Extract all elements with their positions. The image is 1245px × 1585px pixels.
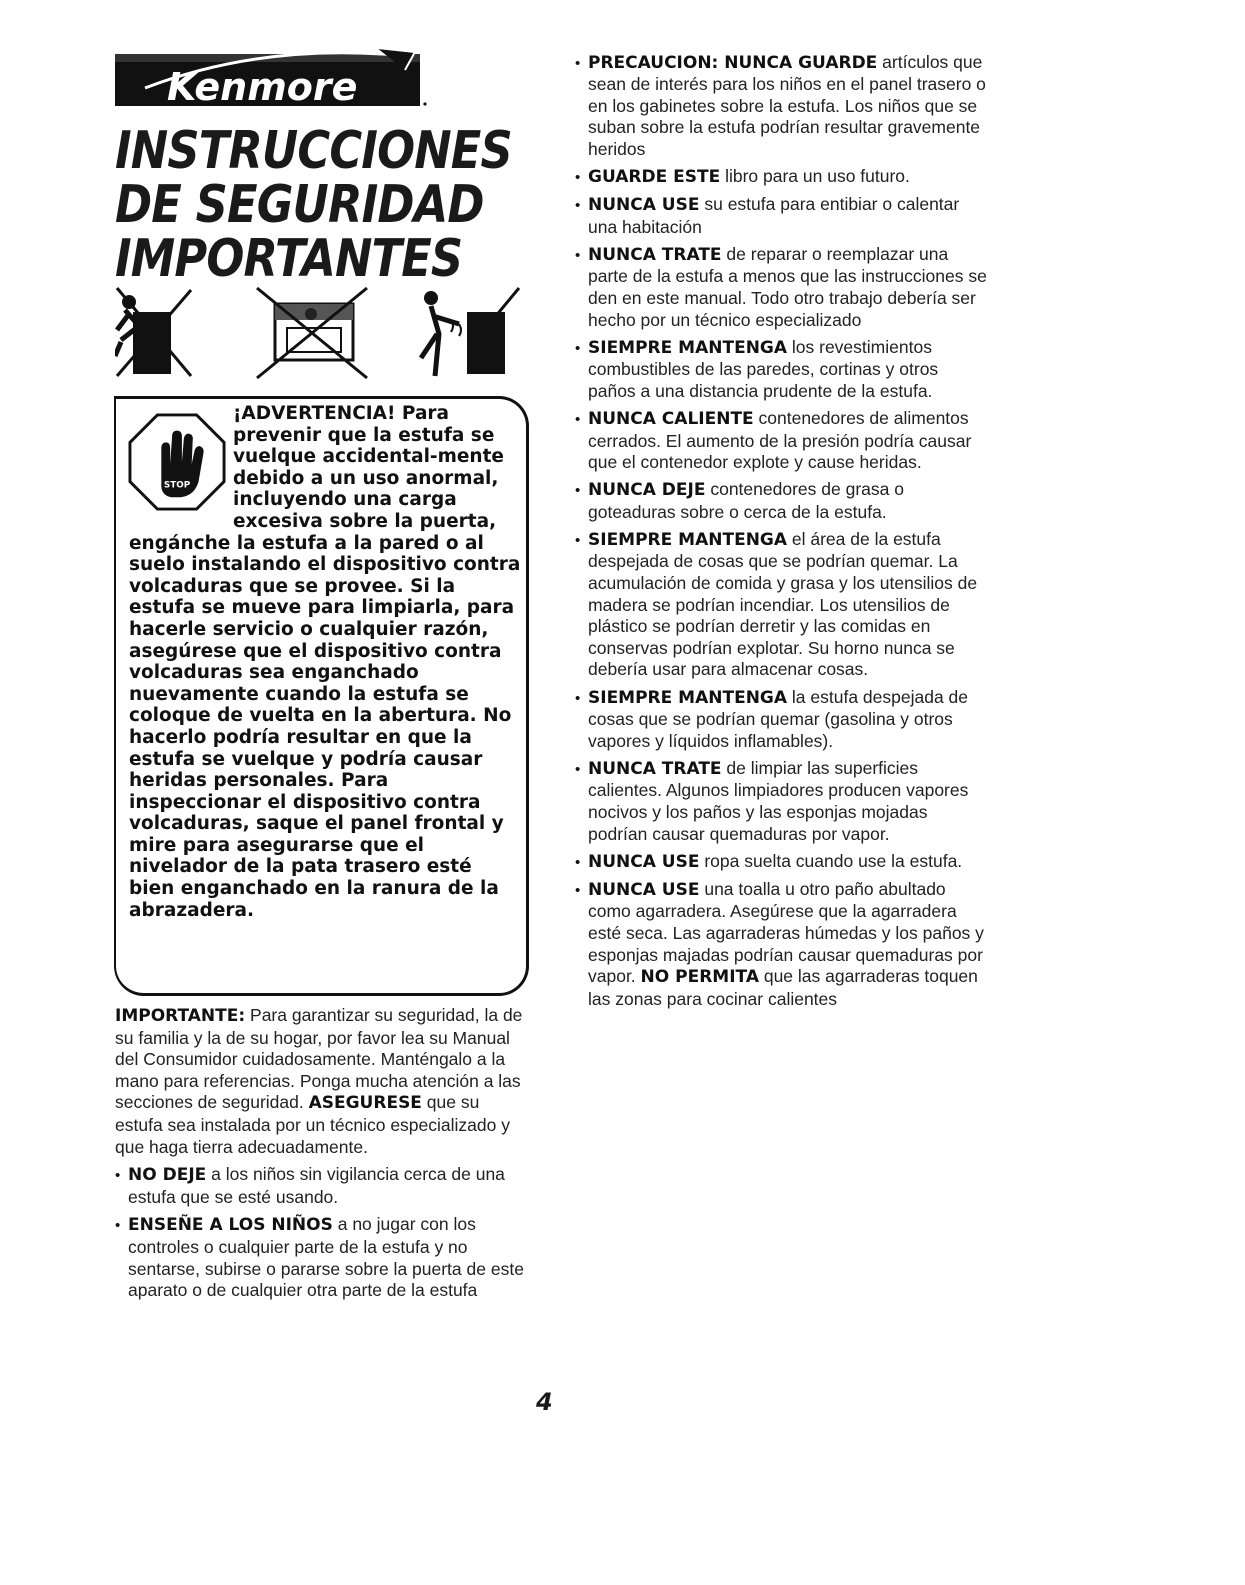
list-item: • NUNCA TRATE de reparar o reemplazar una parte de la estufa a menos que las instrucciones se den en este manual. Todo otro trabajo debería ser hecho por un técnico especializado — [575, 243, 987, 330]
list-item: • NUNCA CALIENTE contenedores de alimentos cerrados. El aumento de la presión podría causar que el contenedor explote y cause heridas. — [575, 407, 972, 473]
list-item: • NUNCA USE una toalla u otro paño abultado como agarradera. Asegúrese que la agarradera esté seca. Las agarraderas húmedas y los paños y esponjas majadas podrían causar quemaduras por vapor. NO PERMITA que las agarraderas toquen las zonas para cocinar calientes — [575, 878, 984, 1009]
list-item: • PRECAUCION: NUNCA GUARDE artículos que sean de interés para los niños en el panel trasero o en los gabinetes sobre la estufa. Los niños que se suban sobre la estufa podrían resultar gravemente heridos — [575, 51, 986, 159]
child-burn-icon — [411, 288, 519, 376]
list-item: • NUNCA USE su estufa para entibiar o calentar una habitación — [575, 194, 960, 237]
page-number: 4 — [536, 1388, 553, 1416]
list-item: • SIEMPRE MANTENGA los revestimientos combustibles de las paredes, cortinas y otros paños a una distancia prudente de la estufa. — [575, 336, 939, 401]
page-title — [115, 121, 512, 289]
title-line-2: DE SEGURIDAD — [115, 175, 484, 235]
list-item: • GUARDE ESTE libro para un uso futuro. — [575, 165, 910, 187]
crossed-out-range-icon — [257, 288, 367, 378]
left-list — [115, 1164, 525, 1302]
right-column — [575, 46, 990, 1010]
title-line-1: INSTRUCCIONES — [115, 121, 512, 181]
left-column — [115, 1005, 525, 1302]
list-item: • SIEMPRE MANTENGA el área de la estufa despejada de cosas que se podrían quemar. La acumulación de comida y grasa y los utensilios de madera se podrían incendiar. Los utensilios de plástico se podrían derretir y las comidas en conservas podrían explotar. Su horno nunca se debería usar para almacenar cosas. — [575, 528, 978, 680]
child-climbing-icon — [115, 288, 191, 376]
list-item: • SIEMPRE MANTENGA la estufa despejada de cosas que se podrían quemar (gasolina y otros vapores y líquidos inflamables). — [575, 686, 969, 751]
svg-text:STOP: STOP — [163, 480, 191, 491]
list-item: • NUNCA DEJE contenedores de grasa o goteaduras sobre o cerca de la estufa. — [575, 479, 904, 522]
list-item: • NUNCA USE ropa suelta cuando use la estufa. — [575, 850, 963, 872]
title-line-3: IMPORTANTES — [115, 229, 463, 289]
intro-paragraph: IMPORTANTE: Para garantizar su seguridad, la de su familia y la de su hogar, por favor lea su Manual del Consumidor cuidadosamente. Manténgalo a la mano para referencias. Ponga mucha atención a las secciones de seguridad. ASEGURESE que su estufa sea instalada por un técnico especializado y que haga tierra adecuadamente. — [115, 1005, 523, 1157]
warning-text: ¡ADVERTENCIA! Para prevenir que la estufa se vuelque accidental-mente debido a un uso anormal, incluyendo una carga excesiva sobre la puerta, engánche la estufa a la pared o al suelo instalando el dispositivo contra volcaduras que se provee. Si la estufa se mueve para limpiarla, para hacerle servicio o cualquier razón, asegúrese que el dispositivo contra volcaduras sea enganchado nuevamente cuando la estufa se coloque de vuelta en la abertura. No hacerlo podría resultar en que la estufa se vuelque y podría causar heridas personales. Para inspeccionar el dispositivo contra volcaduras, saque el panel frontal y mire para asegurarse que el nivelador de la pata trasero esté bien enganchado en la ranura de la abrazadera. — [129, 403, 521, 921]
brand-wordmark: Kenmore — [167, 65, 358, 109]
kenmore-logo — [115, 48, 427, 110]
safety-pictograms — [115, 286, 530, 381]
list-item: • NO DEJE a los niños sin vigilancia cerca de una estufa que se esté usando. — [115, 1164, 505, 1207]
right-list — [575, 52, 990, 1011]
list-item: • NUNCA TRATE de limpiar las superficies calientes. Algunos limpiadores producen vapores nocivos y los paños y las esponjas mojadas podrían causar quemaduras por vapor. — [575, 757, 969, 844]
intro-lead: IMPORTANTE: — [115, 1006, 246, 1026]
list-item: • ENSEÑE A LOS NIÑOS a no jugar con los controles o cualquier parte de la estufa y no sentarse, subirse o pararse sobre la puerta de este aparato o de cualquier otra parte de la estufa — [115, 1214, 524, 1301]
